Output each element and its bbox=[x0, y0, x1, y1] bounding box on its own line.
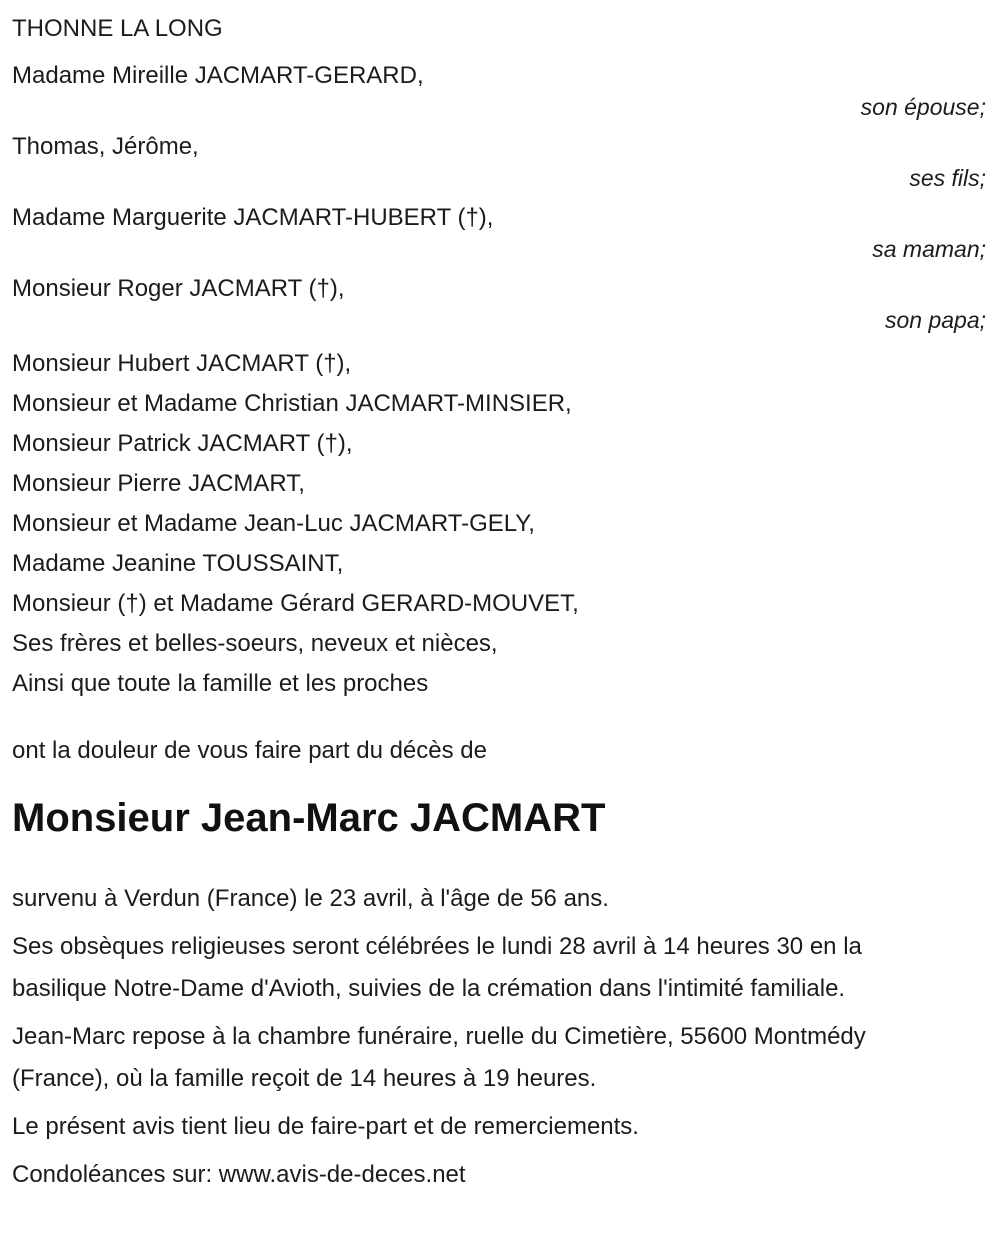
relation-label: sa maman; bbox=[872, 236, 986, 262]
announcement-text: ont la douleur de vous faire part du décès de bbox=[12, 737, 487, 764]
relative-group bbox=[12, 202, 988, 263]
condolences-url: www.avis-de-deces.net bbox=[218, 1161, 466, 1188]
notice-statement: Le présent avis tient lieu de faire-part et de remerciements. bbox=[12, 1113, 639, 1140]
place-name: THONNE LA LONG bbox=[12, 15, 223, 42]
relative-group bbox=[12, 273, 988, 334]
relative-line: Monsieur et Madame Jean-Luc JACMART-GELY, bbox=[12, 510, 535, 537]
relative-name: Madame Mireille JACMART-GERARD, bbox=[12, 62, 424, 89]
chapel-details: Jean-Marc repose à la chambre funéraire, ruelle du Cimetière, 55600 Montmédy (France), où la famille reçoit de 14 heures à 19 heures. bbox=[12, 1023, 866, 1092]
funeral-details: Ses obsèques religieuses seront célébrées le lundi 28 avril à 14 heures 30 en la basilique Notre-Dame d'Avioth, suivies de la crémation dans l'intimité familiale. bbox=[12, 933, 862, 1002]
relation-label: ses fils; bbox=[909, 165, 986, 191]
relative-line: Monsieur (†) et Madame Gérard GERARD-MOUVET, bbox=[12, 590, 579, 617]
relative-name: Monsieur Roger JACMART (†), bbox=[12, 275, 345, 302]
relative-name: Madame Marguerite JACMART-HUBERT (†), bbox=[12, 204, 494, 231]
other-relatives-list bbox=[12, 344, 988, 704]
relative-line: Monsieur Pierre JACMART, bbox=[12, 470, 305, 497]
relative-group bbox=[12, 60, 988, 121]
condolences-line bbox=[12, 1154, 988, 1196]
relative-line: Monsieur Hubert JACMART (†), bbox=[12, 350, 352, 377]
condolences-label: Condoléances sur: bbox=[12, 1161, 213, 1188]
relative-line: Madame Jeanine TOUSSAINT, bbox=[12, 550, 344, 577]
death-details: survenu à Verdun (France) le 23 avril, à l'âge de 56 ans. bbox=[12, 885, 609, 912]
relation-label: son épouse; bbox=[860, 94, 986, 120]
relative-line: Ses frères et belles-soeurs, neveux et nièces, bbox=[12, 630, 498, 657]
relative-group bbox=[12, 131, 988, 192]
relative-name: Thomas, Jérôme, bbox=[12, 133, 199, 160]
relative-line: Monsieur et Madame Christian JACMART-MINSIER, bbox=[12, 390, 572, 417]
relation-label: son papa; bbox=[884, 307, 986, 333]
deceased-name: Monsieur Jean-Marc JACMART bbox=[12, 796, 606, 840]
relative-line: Ainsi que toute la famille et les proches bbox=[12, 670, 429, 697]
relative-line: Monsieur Patrick JACMART (†), bbox=[12, 430, 353, 457]
